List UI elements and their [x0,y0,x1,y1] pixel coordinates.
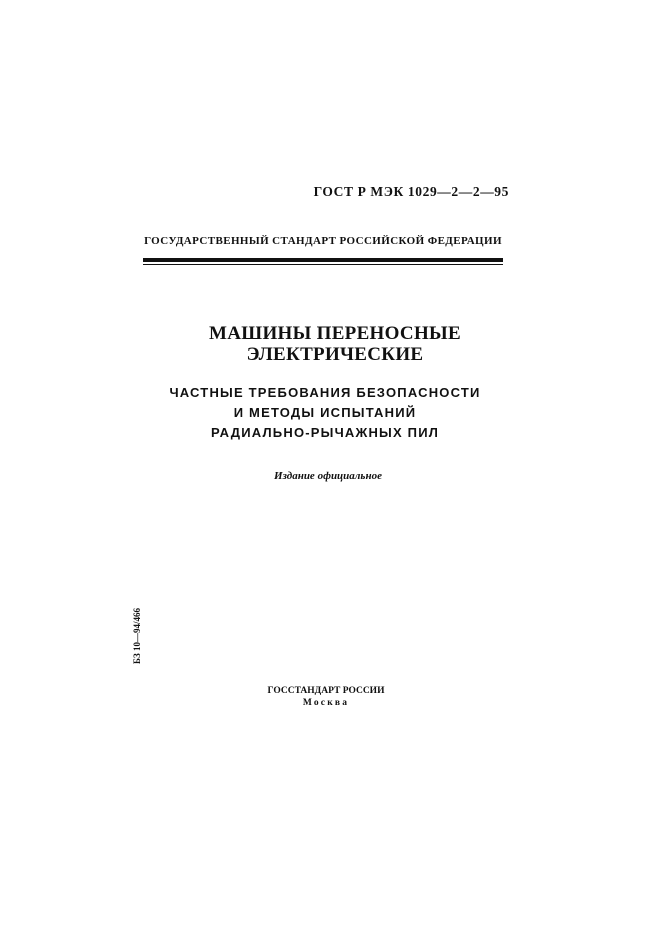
subtitle-line-1: ЧАСТНЫЕ ТРЕБОВАНИЯ БЕЗОПАСНОСТИ [169,385,481,400]
subtitle [140,383,510,443]
subtitle-line-3: РАДИАЛЬНО-РЫЧАЖНЫХ ПИЛ [210,425,440,440]
document-number: ГОСТ Р МЭК 1029—2—2—95 [313,184,509,199]
header-rule-thin [143,264,503,265]
publisher-block [226,685,426,709]
edition-label: Издание официальное [274,470,382,482]
main-title-line-2: ЭЛЕКТРИЧЕСКИЕ [246,344,424,365]
main-title [160,323,510,365]
subtitle-line-2: И МЕТОДЫ ИСПЫТАНИЙ [233,405,417,420]
publisher-city: Москва [302,698,350,708]
publisher-name: ГОССТАНДАРТ РОССИИ [267,686,385,696]
issuer-heading: ГОСУДАРСТВЕННЫЙ СТАНДАРТ РОССИЙСКОЙ ФЕДЕРАЦИИ [144,235,502,247]
side-catalog-code: БЗ 10—94/466 [132,608,142,664]
header-rule-thick [143,258,503,262]
main-title-line-1: МАШИНЫ ПЕРЕНОСНЫЕ [209,323,461,344]
